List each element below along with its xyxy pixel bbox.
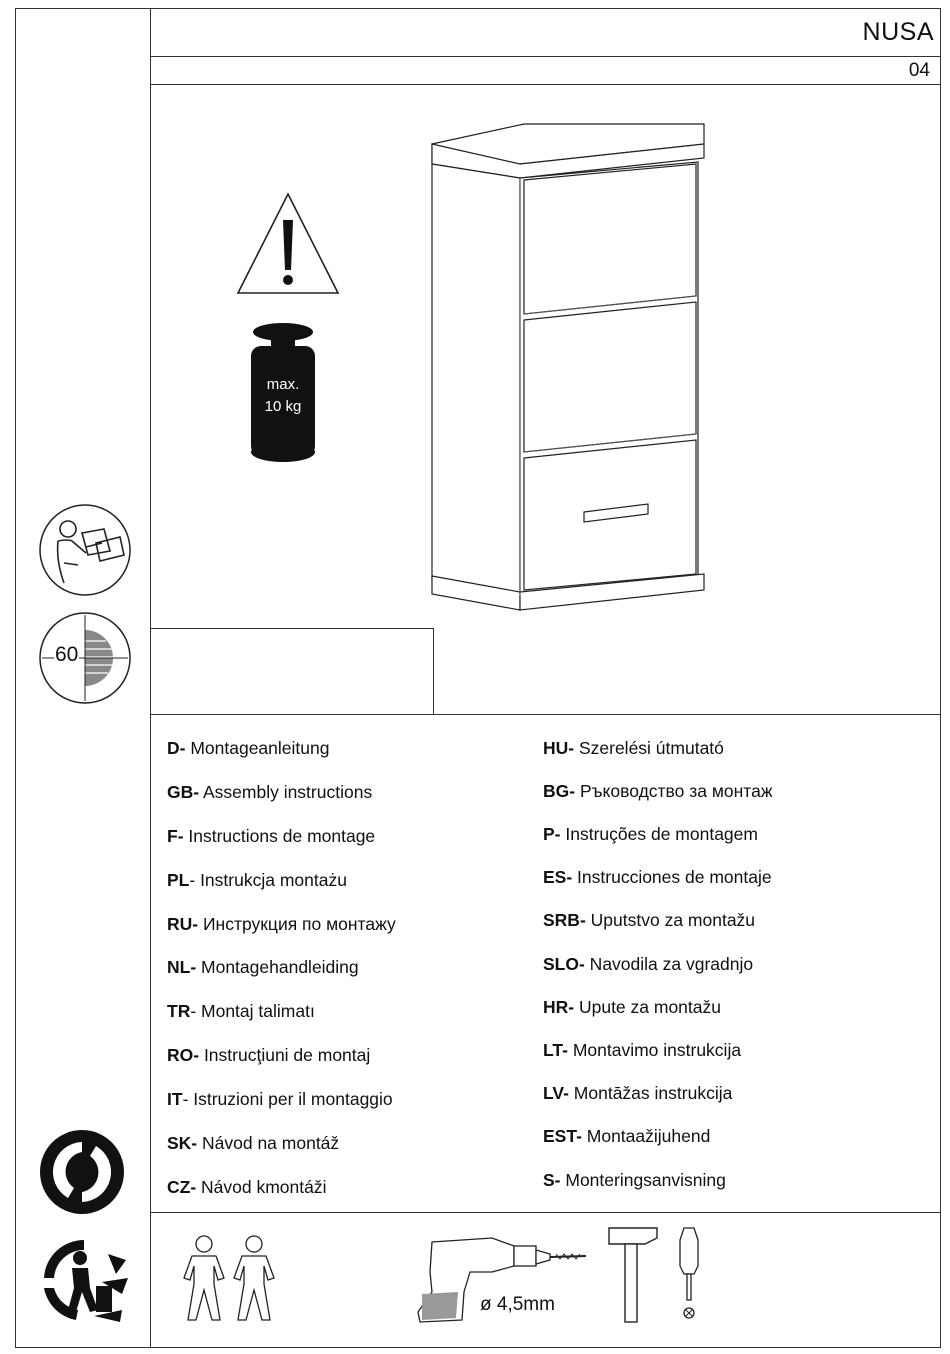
- warning-icon: [236, 192, 340, 296]
- drill-bit-size: ø 4,5mm: [480, 1294, 555, 1315]
- lang-item: TR- Montaj talimatı: [167, 1001, 315, 1021]
- lang-item: HU- Szerelési útmutató: [543, 738, 724, 758]
- lang-item: PL- Instrukcja montażu: [167, 870, 347, 890]
- lang-item: D- Montageanleitung: [167, 738, 330, 758]
- lang-item: LV- Montāžas instrukcija: [543, 1083, 733, 1103]
- lang-item: P- Instruções de montagem: [543, 824, 758, 844]
- page-number: 04: [908, 60, 930, 81]
- lang-item: RO- Instrucţiuni de montaj: [167, 1045, 371, 1065]
- lang-item: BG- Ръководство за монтаж: [543, 781, 773, 801]
- lang-item: S- Monteringsanvisning: [543, 1170, 726, 1190]
- weight-line-1: max.: [266, 376, 300, 393]
- screwdriver-icon: [676, 1224, 704, 1324]
- lang-item: ES- Instrucciones de montaje: [543, 867, 772, 887]
- lang-item: NL- Montagehandleiding: [167, 957, 359, 977]
- clock-icon: [38, 611, 132, 705]
- info-box: [150, 628, 434, 714]
- weight-line-2: 10 kg: [264, 398, 302, 415]
- lang-item: SLO- Navodila za vgradnjo: [543, 954, 754, 974]
- header-divider-2: [150, 84, 941, 85]
- lang-item: CZ- Návod kmontáži: [167, 1177, 327, 1197]
- lang-item: RU- Инструкция по монтажу: [167, 914, 396, 934]
- illustration-divider: [150, 714, 941, 715]
- lang-item: EST- Montaažijuhend: [543, 1126, 711, 1146]
- lang-item: LT- Montavimo instrukcija: [543, 1040, 742, 1060]
- hammer-icon: [605, 1226, 661, 1326]
- dispose-properly-icon: [36, 1234, 134, 1324]
- two-persons-icon: [180, 1234, 280, 1324]
- weight-limit-text: [249, 374, 317, 418]
- lang-item: IT- Istruzioni per il montaggio: [167, 1089, 393, 1109]
- lang-item: SRB- Uputstvo za montažu: [543, 910, 756, 930]
- lang-item: GB- Assembly instructions: [167, 782, 373, 802]
- product-title: NUSA: [862, 18, 934, 46]
- cabinet-illustration: [428, 120, 710, 616]
- lang-item: SK- Návod na montáž: [167, 1133, 340, 1153]
- recycling-icon: [38, 1128, 126, 1216]
- assembly-time: 60: [55, 643, 79, 666]
- read-instructions-icon: [38, 503, 132, 597]
- header-divider: [150, 56, 941, 57]
- lang-item: F- Instructions de montage: [167, 826, 376, 846]
- languages-divider: [150, 1212, 941, 1213]
- lang-item: HR- Upute za montažu: [543, 997, 721, 1017]
